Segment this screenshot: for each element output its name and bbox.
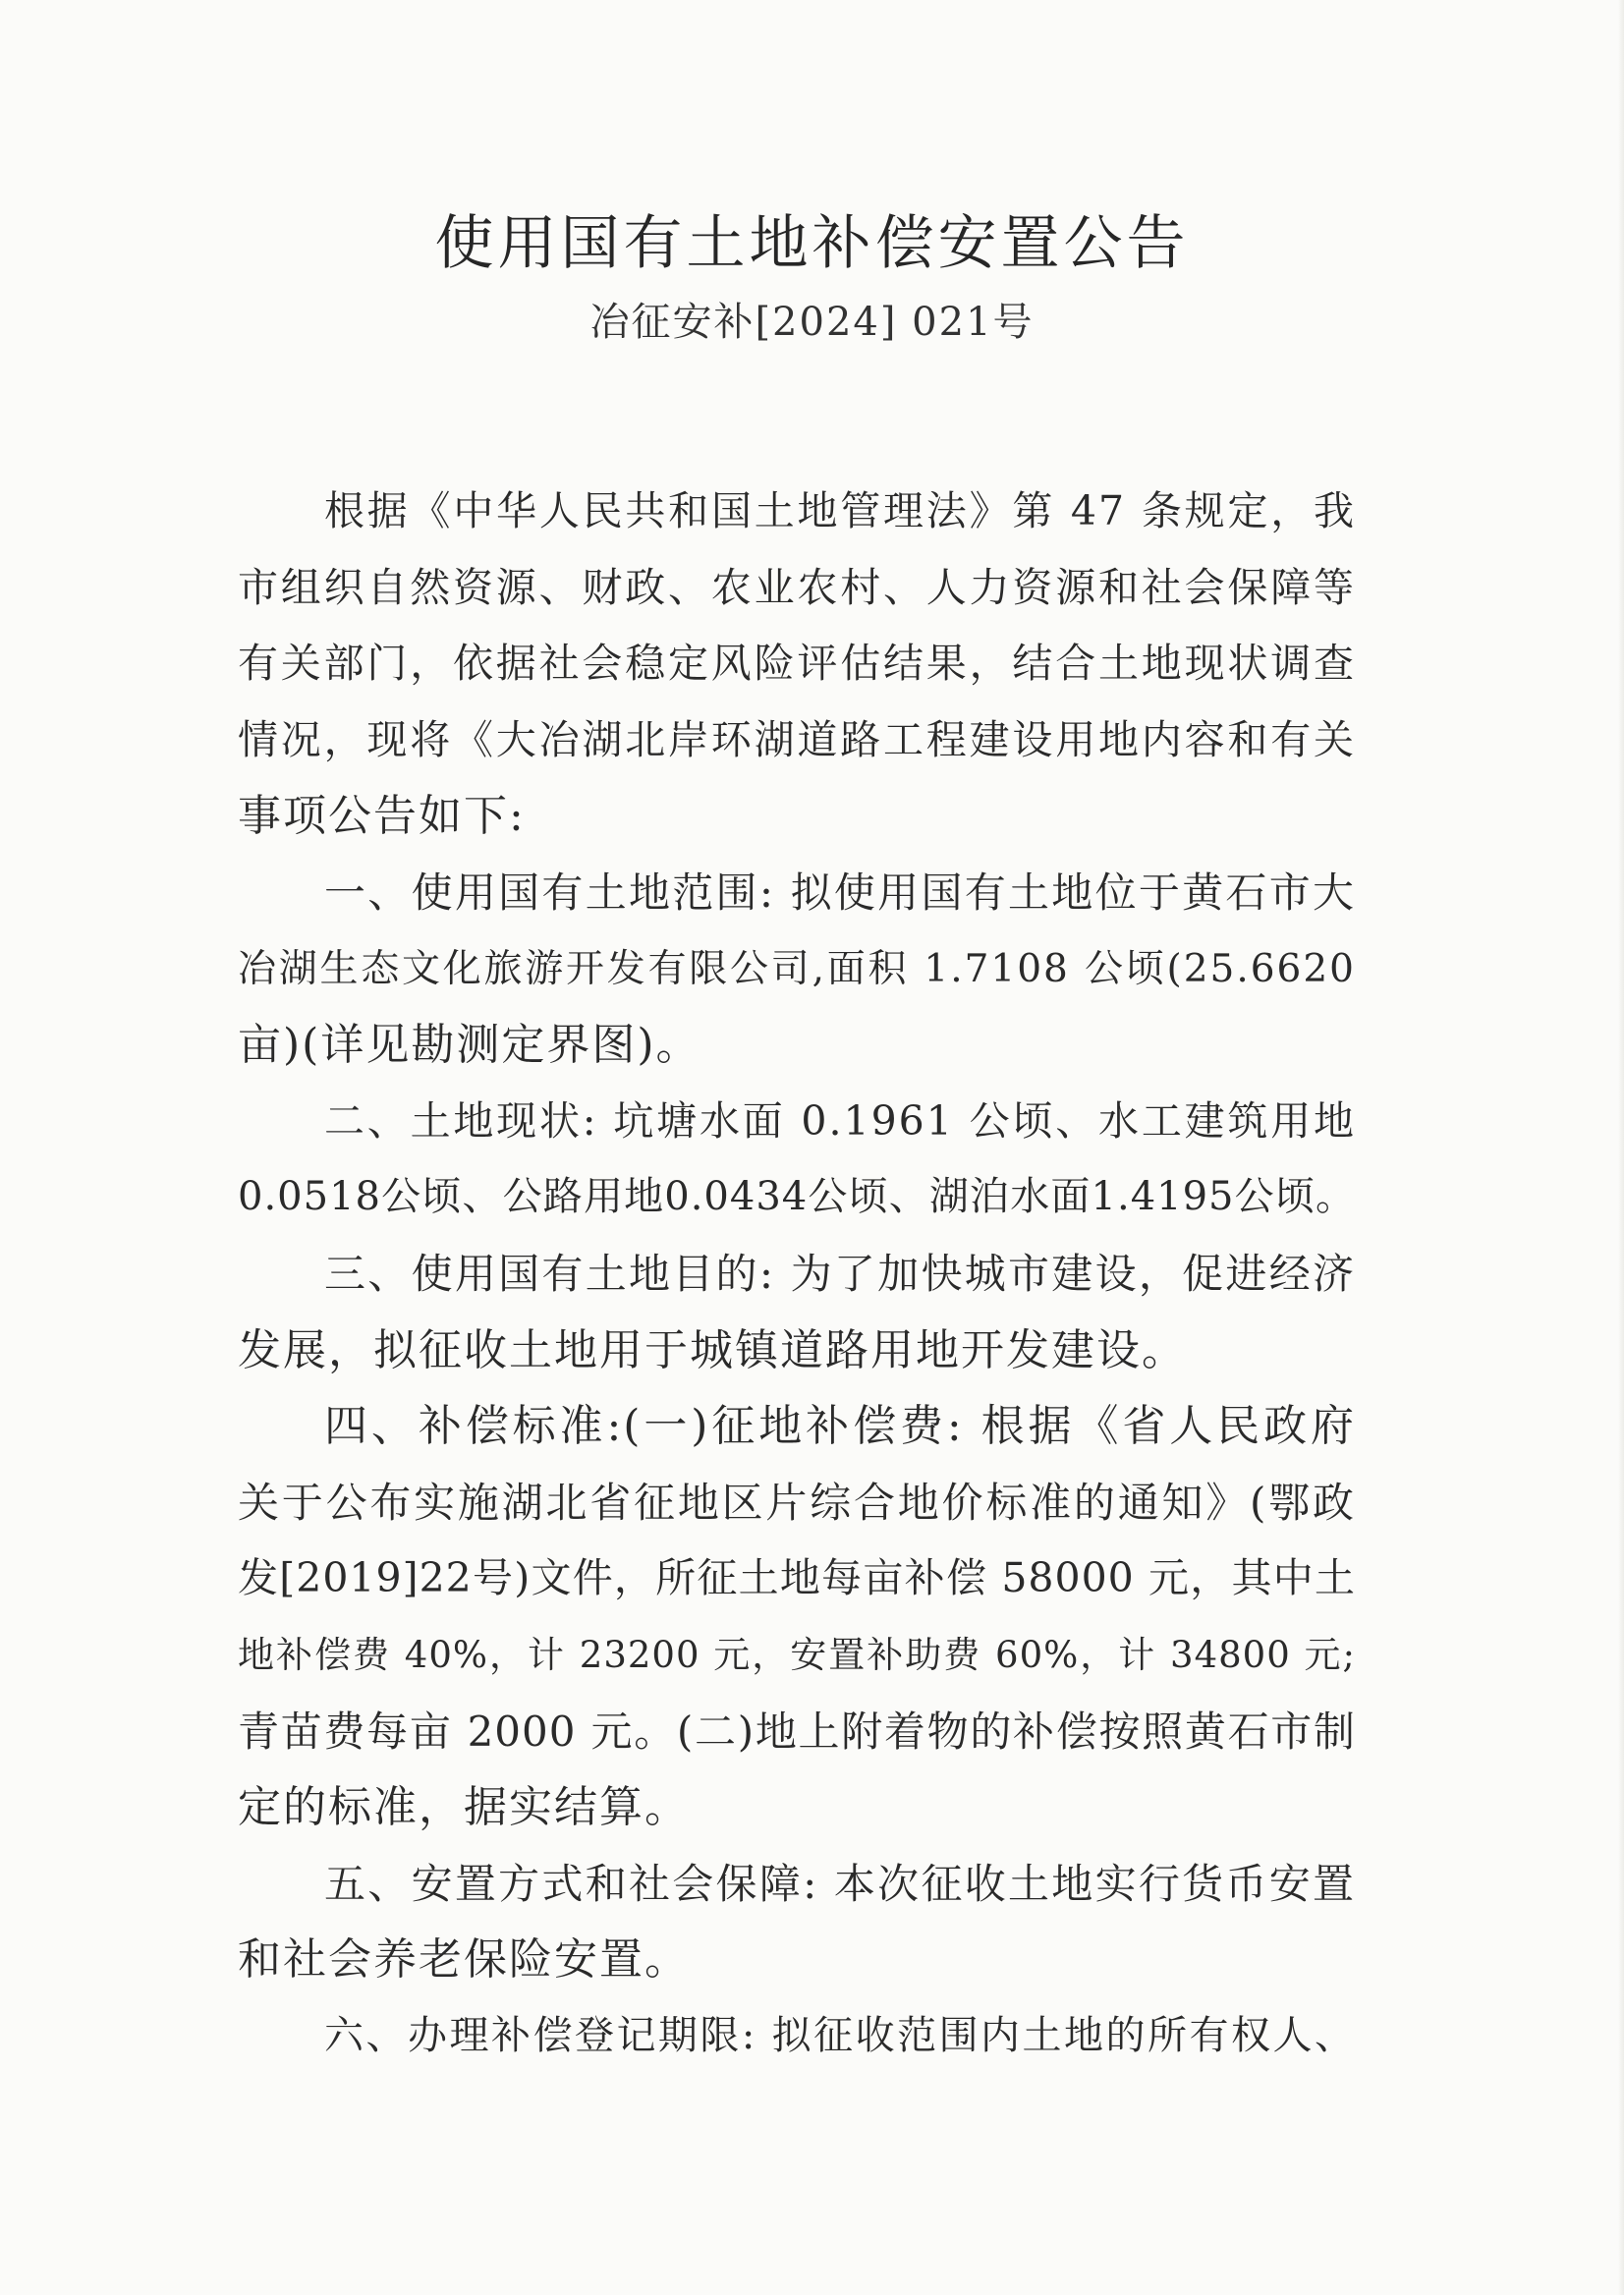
text-line: 关于公布实施湖北省征地区片综合地价标准的通知》(鄂政 [238, 1478, 1356, 1527]
text-line: 四、补偿标准:(一)征地补偿费: 根据《省人民政府 [324, 1401, 1356, 1452]
text-line: 冶湖生态文化旅游开发有限公司,面积 1.7108 公顷(25.6620 [238, 946, 1356, 991]
text-line: 二、土地现状: 坑塘水面 0.1961 公顷、水工建筑用地 [324, 1096, 1356, 1145]
text-line: 三、使用国有土地目的: 为了加快城市建设，促进经济 [324, 1249, 1356, 1298]
text-line: 定的标准，据实结算。 [238, 1782, 690, 1833]
paragraph-compensation-standard [238, 1388, 1356, 1846]
text-line: 发[2019]22号)文件，所征土地每亩补偿 58000 元，其中土 [238, 1554, 1356, 1602]
paragraph-land-status [238, 1084, 1356, 1236]
text-line: 亩)(详见勘测定界图)。 [238, 1020, 701, 1071]
text-line: 0.0518公顷、公路用地0.0434公顷、湖泊水面1.4195公顷。 [238, 1174, 1356, 1220]
paragraph-legal-basis [238, 474, 1356, 855]
scan-edge-shadow [1618, 0, 1624, 2295]
text-line: 一、使用国有土地范围: 拟使用国有土地位于黄石市大 [324, 868, 1356, 917]
text-line: 和社会养老保险安置。 [238, 1934, 690, 1986]
document-body [238, 474, 1356, 2074]
text-line: 六、办理补偿登记期限: 拟征收范围内土地的所有权人、 [324, 2012, 1356, 2058]
text-line: 地补偿费 40%，计 23200 元，安置补助费 60%，计 34800 元; [238, 1633, 1356, 1676]
text-line: 事项公告如下: [238, 791, 526, 842]
text-line: 市组织自然资源、财政、农业农村、人力资源和社会保障等 [238, 563, 1356, 611]
paragraph-resettlement [238, 1846, 1356, 1998]
text-line: 情况，现将《大冶湖北岸环湖道路工程建设用地内容和有关 [238, 715, 1356, 763]
text-line: 有关部门，依据社会稳定风险评估结果，结合土地现状调查 [238, 640, 1356, 688]
paragraph-land-scope [238, 855, 1356, 1084]
text-line: 青苗费每亩 2000 元。(二)地上附着物的补偿按照黄石市制 [238, 1707, 1356, 1756]
document-number: 冶征安补[2024] 021号 [589, 300, 1035, 345]
document-title: 使用国有土地补偿安置公告 [434, 209, 1190, 278]
text-line: 五、安置方式和社会保障: 本次征收土地实行货币安置 [324, 1859, 1356, 1908]
text-line: 根据《中华人民共和国土地管理法》第 47 条规定，我 [324, 487, 1356, 534]
paragraph-land-purpose [238, 1236, 1356, 1388]
paragraph-registration-deadline [238, 1998, 1356, 2075]
text-line: 发展，拟征收土地用于城镇道路用地开发建设。 [238, 1324, 1187, 1375]
